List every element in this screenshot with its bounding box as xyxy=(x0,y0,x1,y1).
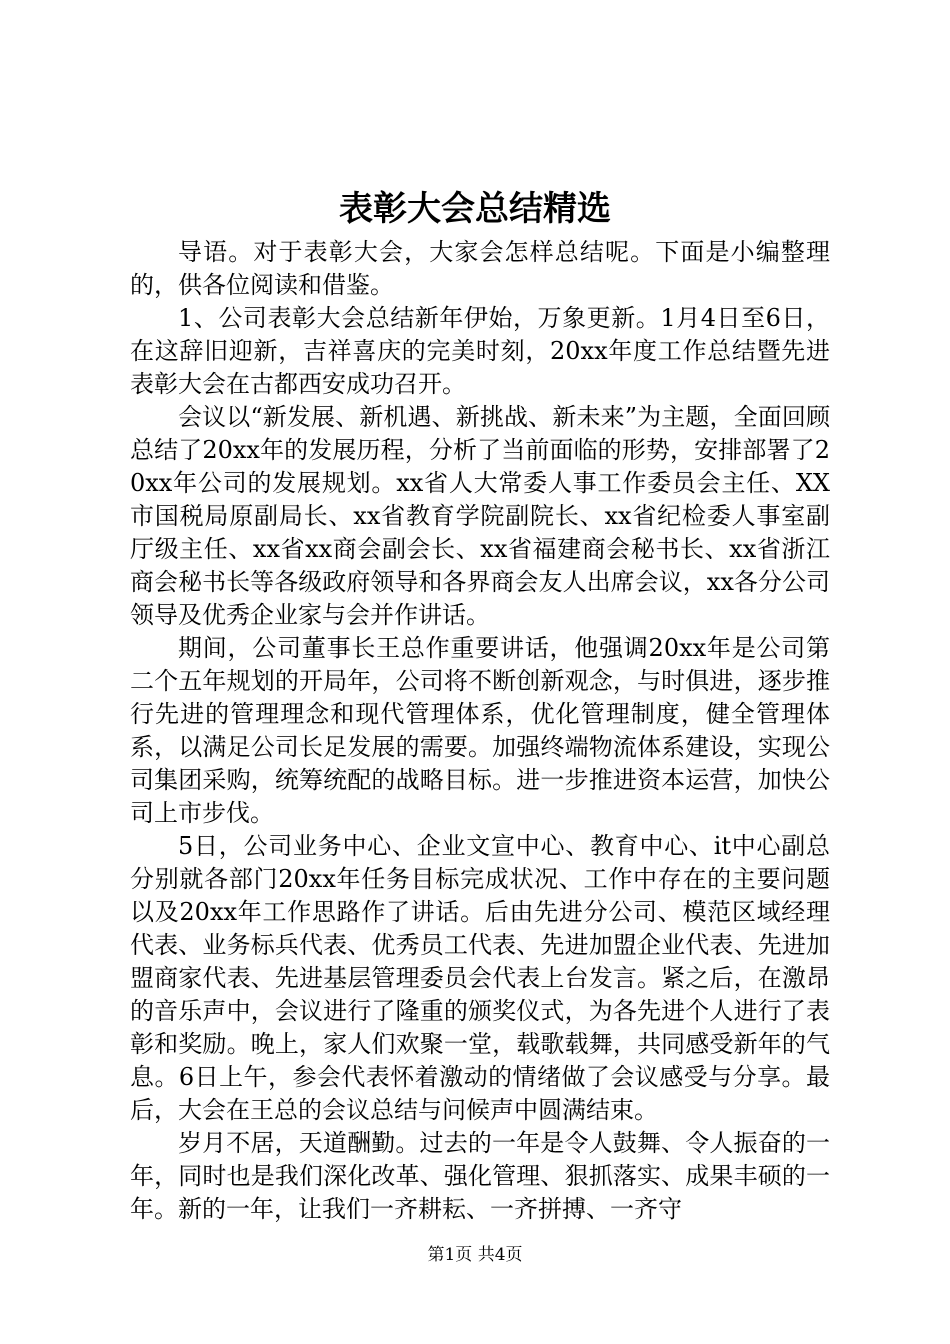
document-body xyxy=(130,236,830,1226)
paragraph-intro: 导语。对于表彰大会，大家会怎样总结呢。下面是小编整理的，供各位阅读和借鉴。 xyxy=(130,238,830,299)
paragraph-4: 5日，公司业务中心、企业文宣中心、教育中心、it中心副总分别就各部门20xx年任务目标完成状况、工作中存在的主要问题以及20xx年工作思路作了讲话。后由先进分公司、模范区域经理代表、业务标兵代表、优秀员工代表、先进加盟企业代表、先进加盟商家代表、先进基层管理委员会代表上台发言。紧之后，在激昂的音乐声中，会议进行了隆重的颁奖仪式，为各先进个人进行了表彰和奖励。晚上，家人们欢聚一堂，载歌载舞，共同感受新年的气息。6日上午，参会代表怀着激动的情绪做了会议感受与分享。最后，大会在王总的会议总结与问候声中圆满结束。 xyxy=(130,832,830,1124)
paragraph-1: 1、公司表彰大会总结新年伊始，万象更新。1月4日至6日，在这辞旧迎新，吉祥喜庆的完美时刻，20xx年度工作总结暨先进表彰大会在古都西安成功召开。 xyxy=(130,304,830,398)
paragraph-5: 岁月不居，天道酬勤。过去的一年是令人鼓舞、令人振奋的一年，同时也是我们深化改革、强化管理、狠抓落实、成果丰硕的一年。新的一年，让我们一齐耕耘、一齐拼搏、一齐守 xyxy=(130,1129,830,1223)
paragraph-2: 会议以“新发展、新机遇、新挑战、新未来”为主题，全面回顾总结了20xx年的发展历程，分析了当前面临的形势，安排部署了20xx年公司的发展规划。xx省人大常委人事工作委员会主任、XX市国税局原副局长、xx省教育学院副院长、xx省纪检委人事室副厅级主任、xx省xx商会副会长、xx省福建商会秘书长、xx省浙江商会秘书长等各级政府领导和各界商会友人出席会议，xx各分公司领导及优秀企业家与会并作讲话。 xyxy=(130,403,830,629)
paragraph-3: 期间，公司董事长王总作重要讲话，他强调20xx年是公司第二个五年规划的开局年，公司将不断创新观念，与时俱进，逐步推行先进的管理理念和现代管理体系，优化管理制度，健全管理体系，以满足公司长足发展的需要。加强终端物流体系建设，实现公司集团采购，统筹统配的战略目标。进一步推进资本运营，加快公司上市步伐。 xyxy=(130,634,830,827)
page-footer: 第1页 共4页 xyxy=(427,1245,523,1265)
document-title: 表彰大会总结精选 xyxy=(339,189,611,229)
